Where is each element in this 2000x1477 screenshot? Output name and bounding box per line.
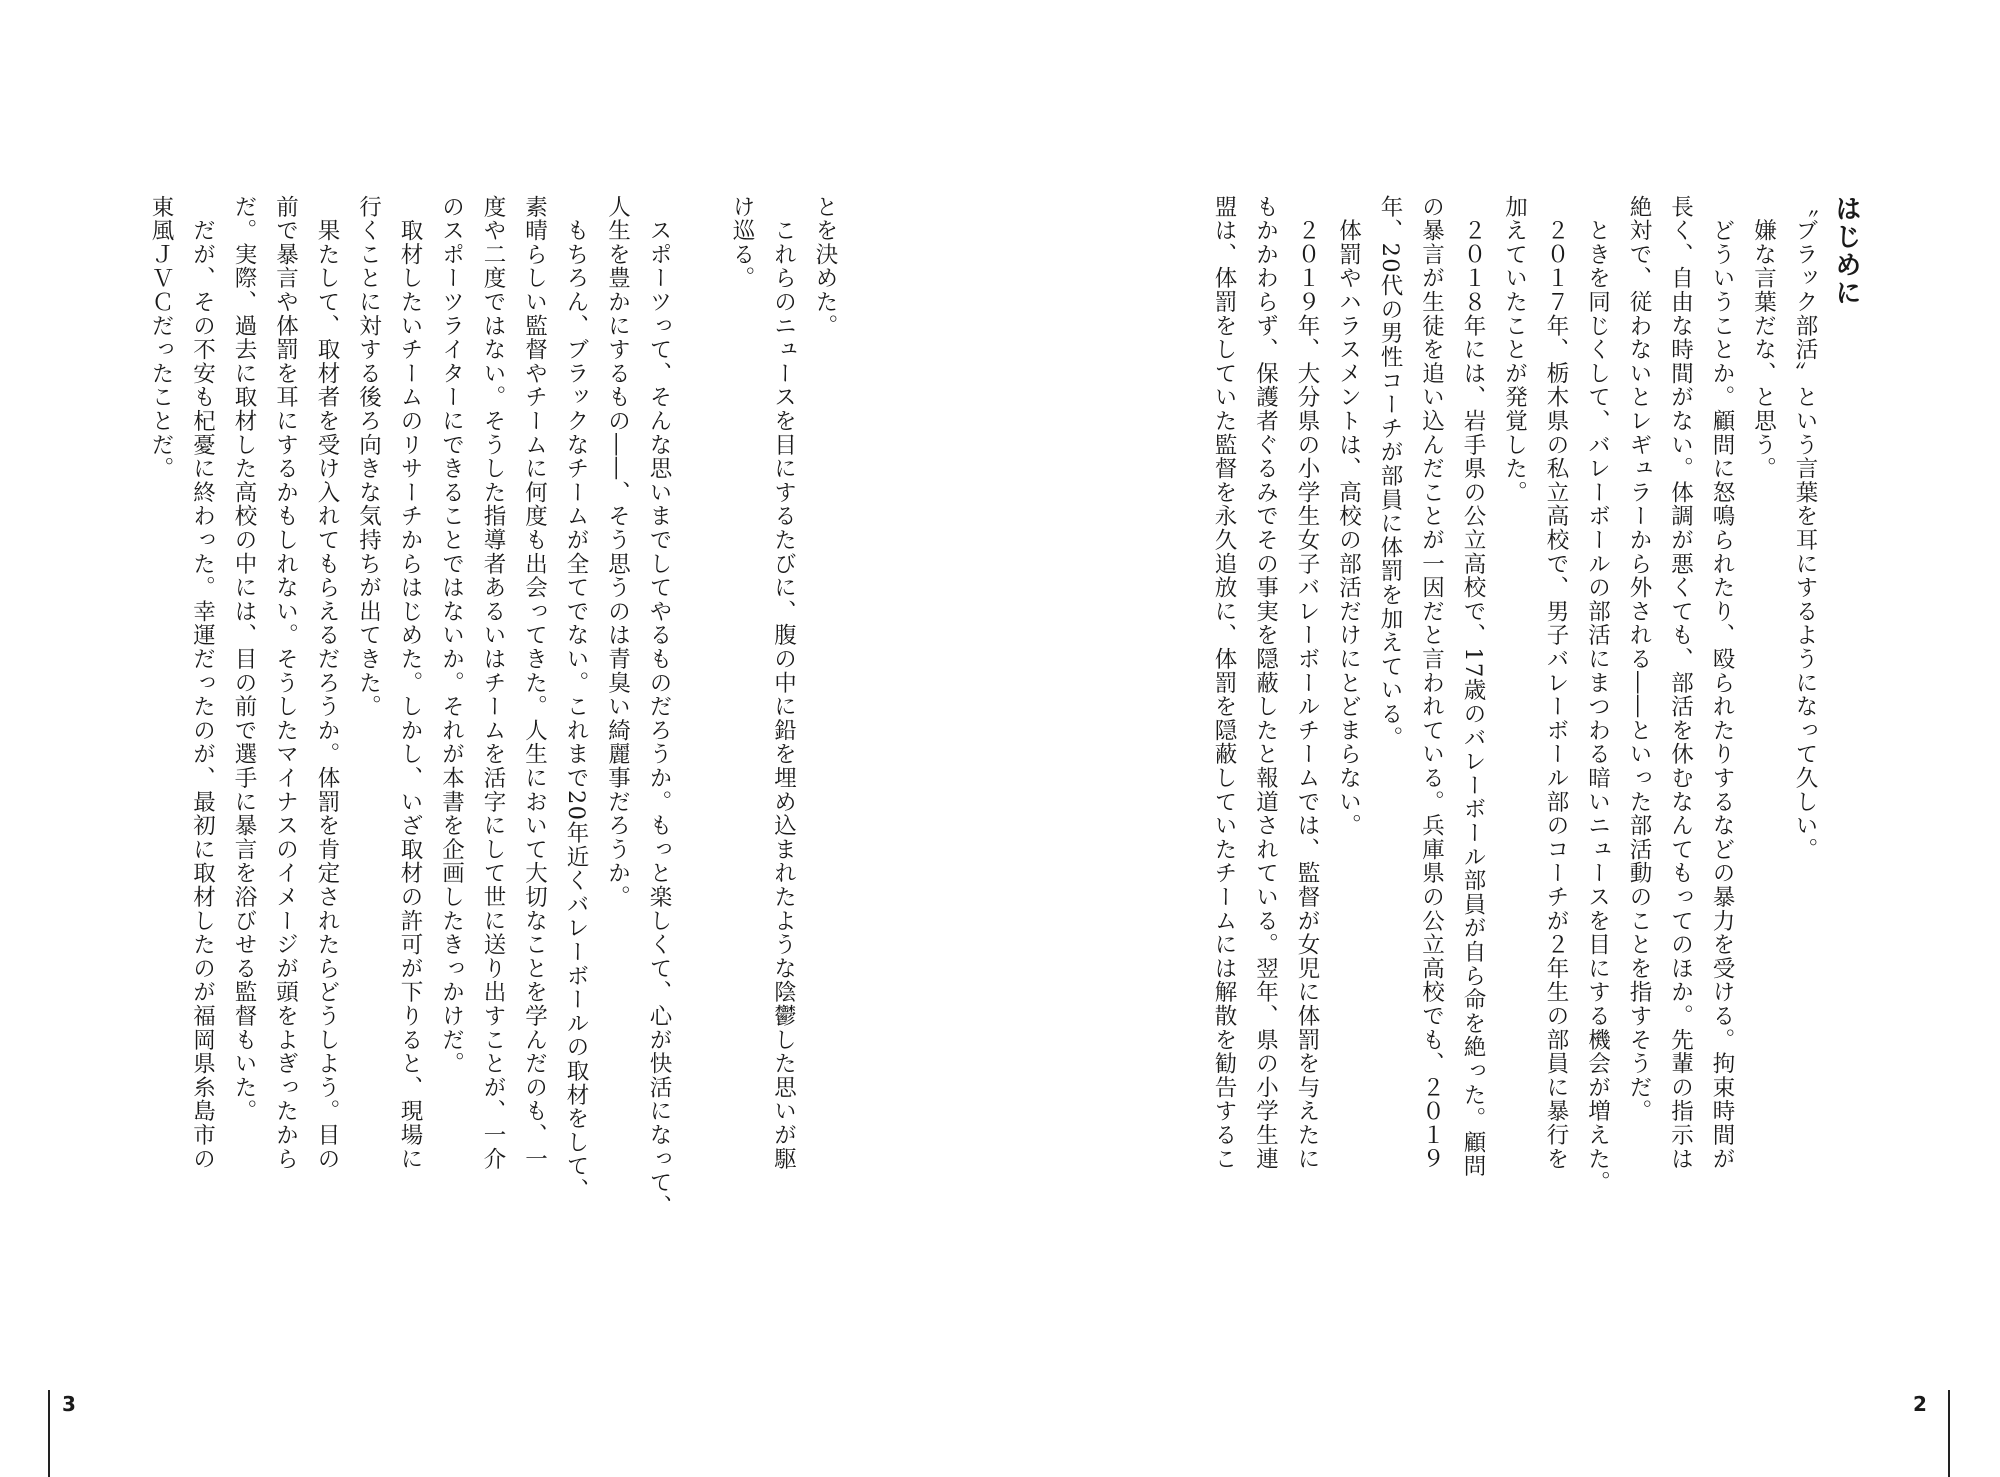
text-line: の暴言が生徒を追い込んだことが一因だと言われている。兵庫県の公立高校でも、２０１９ [1418,195,1445,1171]
text-line: ２０１９年、大分県の小学生女子バレーボールチームでは、監督が女児に体罰を与えたに [1294,195,1320,1171]
text-line: 年、20代の男性コーチが部員に体罰を加えている。 [1377,195,1403,750]
right-page-margin-line [1948,1390,1950,1477]
text-line: 前で暴言や体罰を耳にするかもしれない。そうしたマイナスのイメージが頭をよぎったから [272,195,299,1171]
text-line: ２０１７年、栃木県の私立高校で、男子バレーボール部のコーチが２年生の部員に暴行を [1543,195,1569,1171]
text-line: 加えていたことが発覚した。 [1501,195,1528,505]
left-page-margin-line [48,1390,50,1477]
text-line: スポーツって、そんな思いまでしてやるものだろうか。もっと楽しくて、心が快活になって、 [646,195,672,1219]
chapter-heading: はじめに [1831,195,1861,307]
right-page-number: 2 [1913,1392,1927,1416]
right-page-body [1075,195,1825,1275]
text-line: だ。実際、過去に取材した高校の中には、目の前で選手に暴言を浴びせる監督もいた。 [231,195,257,1124]
text-line: だが、その不安も杞憂に終わった。幸運だったのが、最初に取材したのが福岡県糸島市の [189,195,216,1171]
text-line: これらのニュースを目にするたびに、腹の中に鉛を埋め込まれたような陰鬱した思いが駆 [770,195,797,1171]
text-line: ときを同じくして、バレーボールの部活にまつわる暗いニュースを目にする機会が増えた。 [1584,195,1611,1195]
text-line: とを決めた。 [812,195,838,338]
text-line: 取材したいチームのリサーチからはじめた。しかし、いざ取材の許可が下りると、現場に [397,195,423,1171]
text-line: どういうことか。顧問に怒鳴られたり、殴られたりするなどの暴力を受ける。拘束時間が [1709,195,1735,1171]
text-line: のスポーツライターにできることではないか。それが本書を企画したきっかけだ。 [438,195,465,1076]
text-line: もかかわらず、保護者ぐるみでその事実を隠蔽したと報道されている。翌年、県の小学生連 [1252,195,1279,1171]
left-page-number: 3 [62,1392,76,1416]
text-line: もちろん、ブラックなチームが全てでない。これまで20年近くバレーボールの取材をして、 [563,195,589,1203]
text-line: 東風ＪＶＣだったことだ。 [148,195,174,481]
text-line: 〝ブラック部活〟という言葉を耳にするようになって久しい。 [1792,195,1818,862]
text-line: 素晴らしい監督やチームに何度も出会ってきた。人生において大切なことを学んだのも、一 [521,195,548,1171]
text-line [679,195,721,1275]
text-line: 果たして、取材者を受け入れてもらえるだろうか。体罰を肯定されたらどうしよう。目の [314,195,340,1171]
text-line: 行くことに対する後ろ向きな気持ちが出てきた。 [355,195,382,719]
text-line: け巡る。 [729,195,755,291]
text-line: 長く、自由な時間がない。体調が悪くても、部活を休むなんてもってのほか。先輩の指示は [1667,195,1694,1171]
text-line: 度や二度ではない。そうした指導者あるいはチームを活字にして世に送り出すことが、一介 [480,195,506,1171]
text-line: 嫌な言葉だな、と思う。 [1750,195,1777,481]
text-line: ２０１８年には、岩手県の公立高校で、17歳のバレーボール部員が自ら命を絶った。顧問 [1460,195,1486,1179]
text-line: 盟は、体罰をしていた監督を永久追放に、体罰を隠蔽していたチームには解散を勧告するこ [1211,195,1237,1171]
text-line: 人生を豊かにするもの――、そう思うのは青臭い綺麗事だろうか。 [604,195,631,909]
text-line: 体罰やハラスメントは、高校の部活だけにとどまらない。 [1335,195,1362,838]
left-page-body [125,195,845,1275]
text-line: 絶対で、従わないとレギュラーから外される――といった部活動のことを指すそうだ。 [1626,195,1652,1124]
